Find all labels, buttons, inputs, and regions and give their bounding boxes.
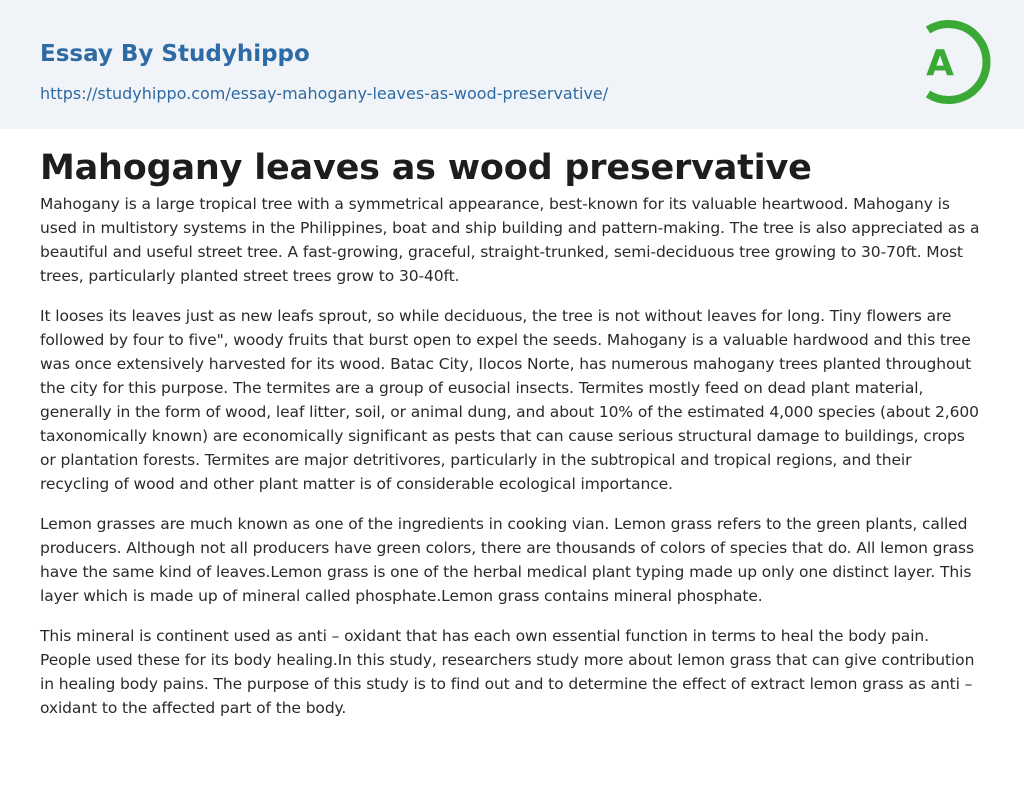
article-paragraph: Lemon grasses are much known as one of the ingredients in cooking vian. Lemon grass refers to the green plants, called producers. Although not all producers have green colors, there are thousands of colors of species that do. All lemon grass have the same kind of leaves.Lemon grass is one of the herbal medical plant typing made up only one distinct layer. This layer which is made up of mineral called phosphate.Lemon grass contains mineral phosphate.	[40, 515, 975, 605]
studyhippo-logo-icon[interactable]	[908, 16, 992, 108]
article-paragraph: Mahogany is a large tropical tree with a symmetrical appearance, best-known for its valuable heartwood. Mahogany is used in multistory systems in the Philippines, boat and ship building and pattern-making. The tree is also appreciated as a beautiful and useful street tree. A fast-growing, graceful, straight-trunked, semi-deciduous tree growing to 30-70ft. Most trees, particularly planted street trees grow to 30-40ft.	[40, 195, 980, 285]
site-brand[interactable]: Essay By Studyhippo	[40, 41, 310, 67]
article-paragraph: It looses its leaves just as new leafs sprout, so while deciduous, the tree is not without leaves for long. Tiny flowers are followed by four to five", woody fruits that burst open to expel the seeds. Mahogany is a valuable hardwood and this tree was once extensively harvested for its wood. Batac City, Ilocos Norte, has numerous mahogany trees planted throughout the city for this purpose. The termites are a group of eusocial insects. Termites mostly feed on dead plant material, generally in the form of wood, leaf litter, soil, or animal dung, and about 10% of the estimated 4,000 species (about 2,600 taxonomically known) are economically significant as pests that can cause serious structural damage to buildings, crops or plantation forests. Termites are major detritivores, particularly in the subtropical and tropical regions, and their recycling of wood and other plant matter is of considerable ecological importance.	[40, 307, 979, 493]
logo-letter: A	[926, 43, 954, 84]
article-paragraph: This mineral is continent used as anti – oxidant that has each own essential function in terms to heal the body pain. People used these for its body healing.In this study, researchers study more about lemon grass that can give contribution in healing body pains. The purpose of this study is to find out and to determine the effect of extract lemon grass as anti – oxidant to the affected part of the body.	[40, 627, 975, 717]
site-header	[0, 0, 1024, 129]
source-url-link[interactable]: https://studyhippo.com/essay-mahogany-leaves-as-wood-preservative/	[40, 84, 609, 103]
article-content	[0, 129, 1024, 720]
article-title: Mahogany leaves as wood preservative	[40, 148, 812, 188]
